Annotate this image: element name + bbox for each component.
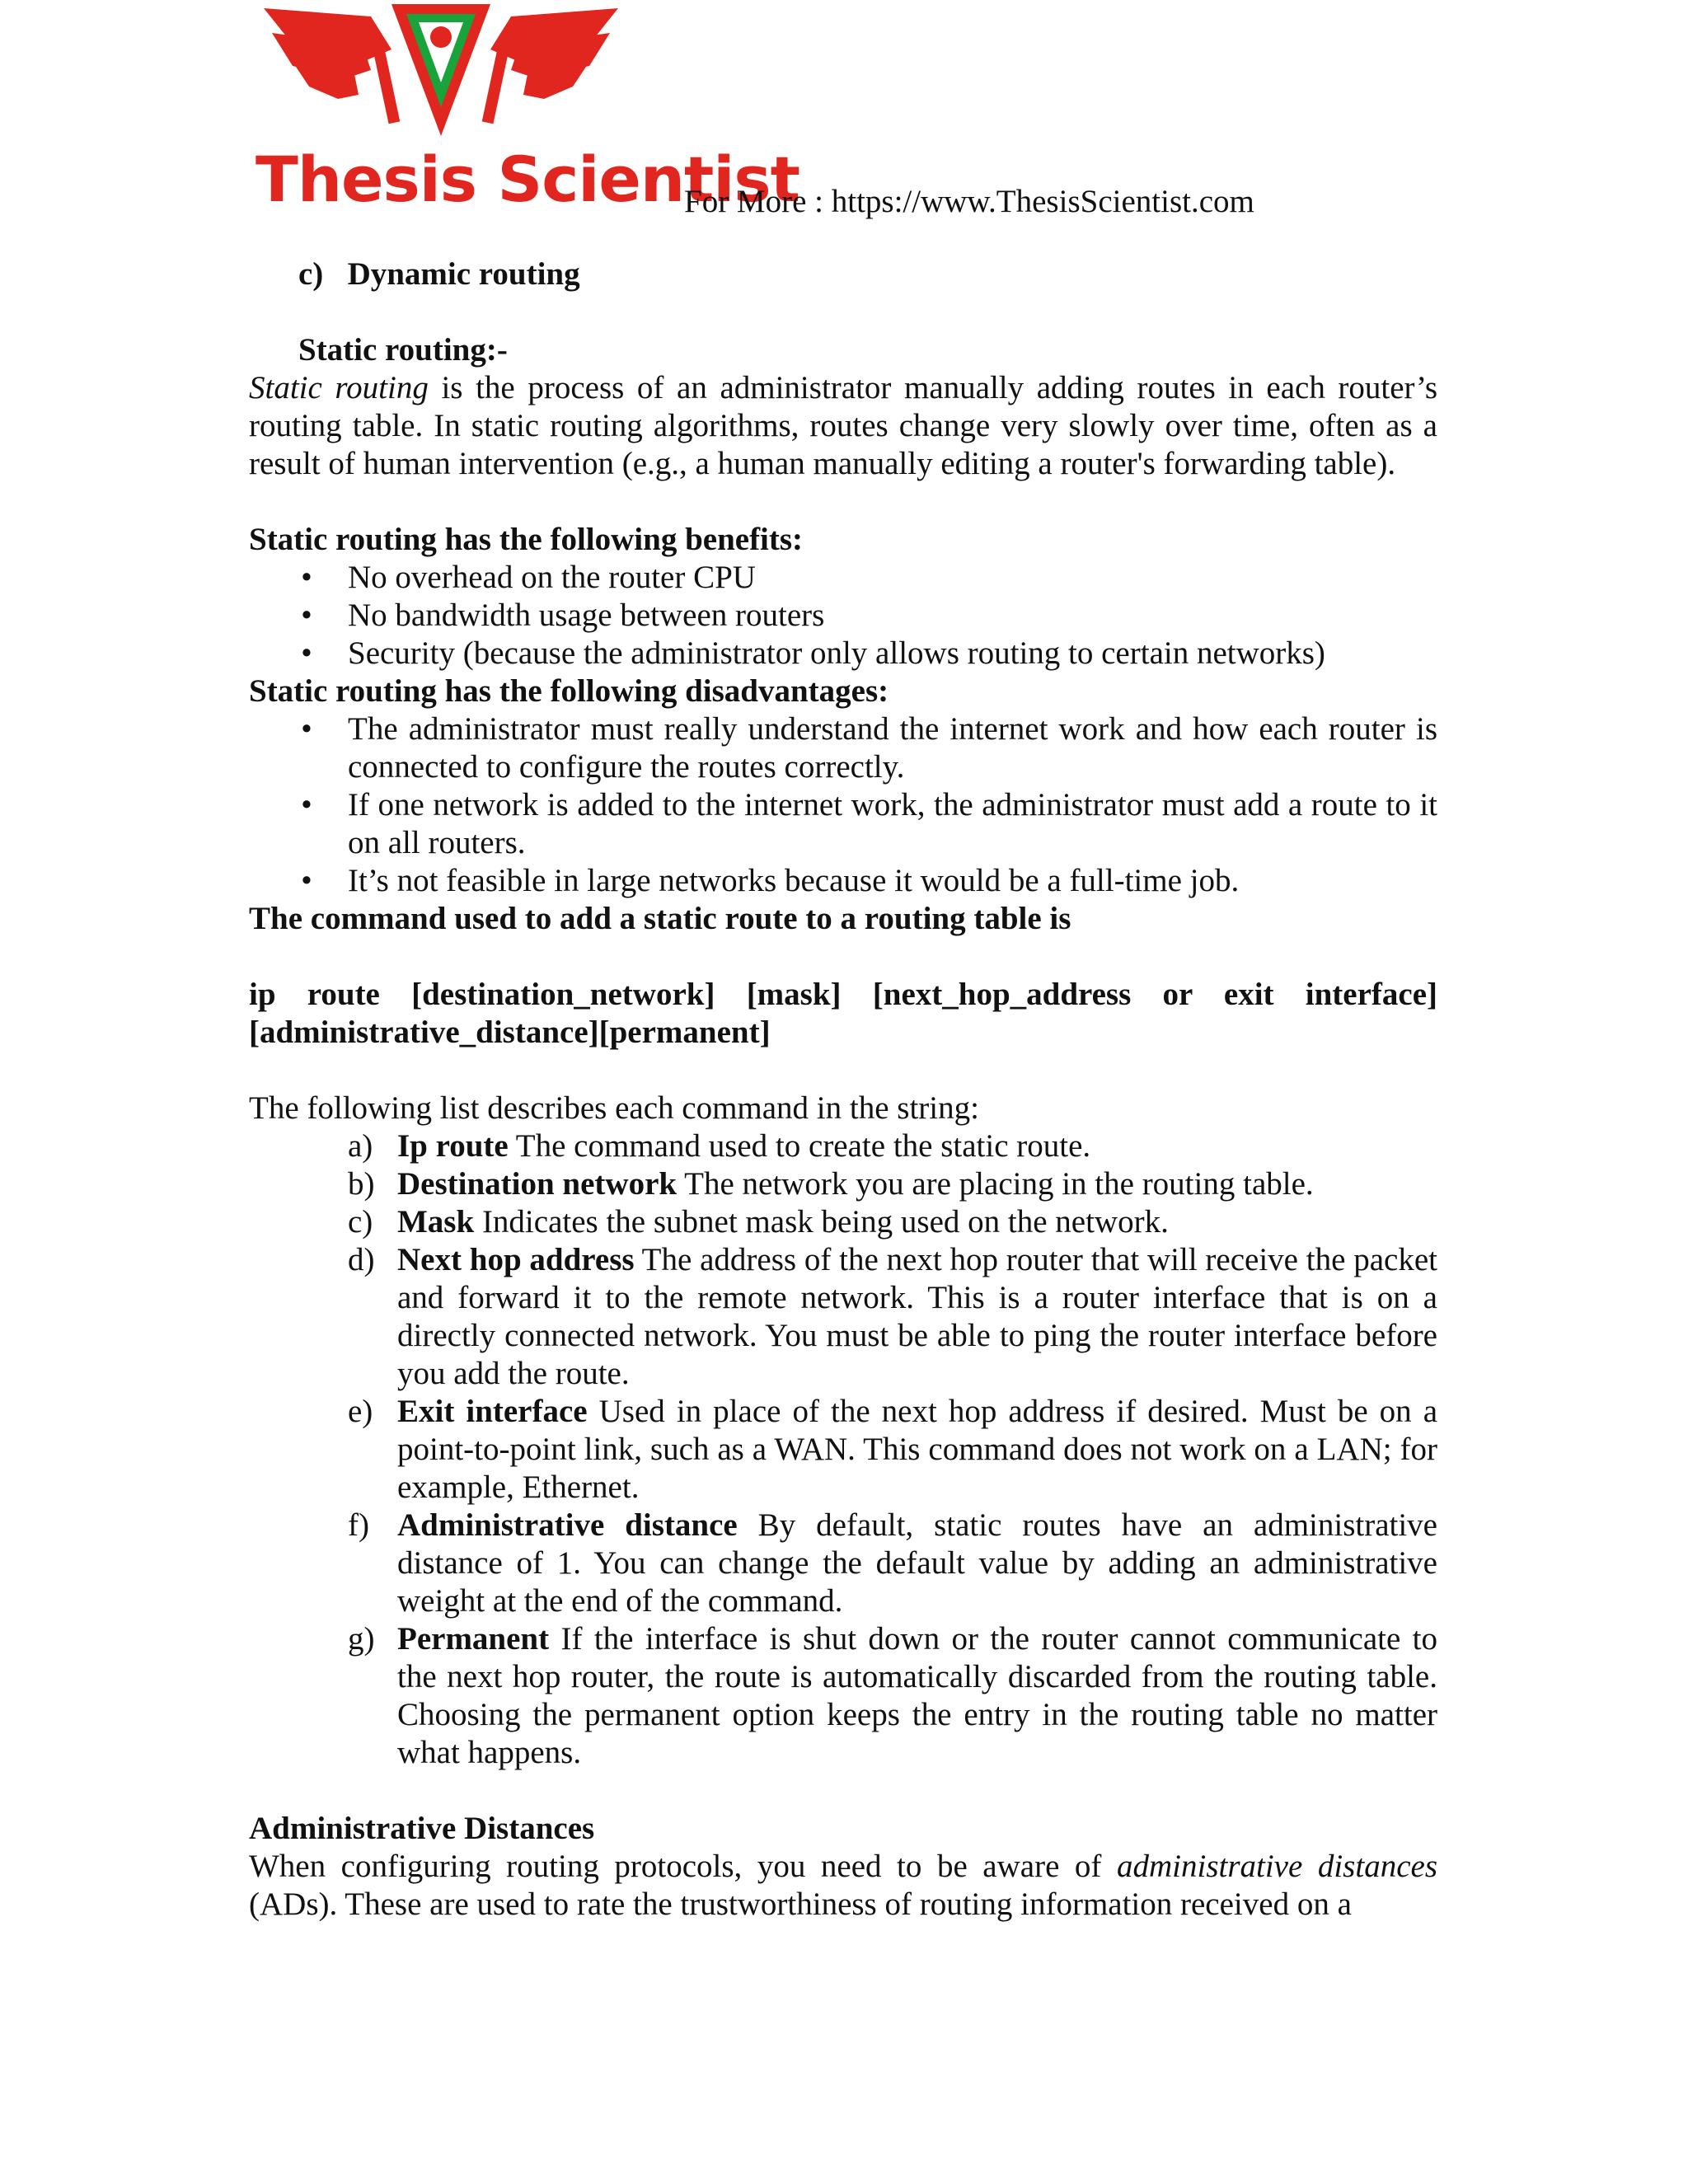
ad-text-before: When configuring routing protocols, you need to be aware of (249, 1849, 1117, 1884)
static-routing-term: Static routing (249, 370, 429, 405)
section-c-label: c) (298, 256, 324, 292)
item-label: a) (348, 1128, 373, 1164)
disadvantage-text: The administrator must really understand the internet work and how each router is connected to configure the routes correctly. (348, 711, 1437, 785)
bullet-icon: • (301, 560, 312, 595)
logo-text: Thesis Scientist (256, 143, 799, 216)
list-item (249, 710, 1437, 786)
static-routing-intro (249, 369, 1437, 483)
bullet-icon: • (301, 787, 312, 823)
disadvantage-text: It’s not feasible in large networks because it would be a full-time job. (348, 863, 1240, 898)
command-syntax-line2: [administrative_distance][permanent] (249, 1015, 771, 1050)
benefits-list (249, 559, 1437, 673)
command-heading: The command used to add a static route to a routing table is (249, 901, 1071, 936)
list-item (249, 635, 1437, 673)
item-label: b) (348, 1166, 375, 1202)
document-body (249, 255, 1437, 1924)
item-desc: Indicates the subnet mask being used on the network. (474, 1204, 1169, 1240)
command-list-intro: The following list describes each command in the string: (249, 1090, 979, 1126)
item-desc: If the interface is shut down or the router cannot communicate to the next hop router, the route is automatically discarded from the routing table. Choosing the permanent option keeps the entry in the routing table no matter what happens. (397, 1621, 1437, 1770)
benefit-text: Security (because the administrator only allows routing to certain networks) (348, 635, 1325, 671)
item-desc: Used in place of the next hop address if desired. Must be on a point-to-point link, such as a WAN. This command does not work on a LAN; for example, Ethernet. (397, 1394, 1437, 1505)
disadvantages-heading: Static routing has the following disadvantages: (249, 673, 889, 709)
list-item (249, 559, 1437, 597)
command-parts-list (249, 1127, 1437, 1772)
header-website-link[interactable]: For More : https://www.ThesisScientist.com (684, 184, 1254, 219)
list-item (249, 1393, 1437, 1507)
item-term: Ip route (397, 1128, 509, 1164)
list-item (249, 1241, 1437, 1393)
bullet-icon: • (301, 711, 312, 747)
item-term: Permanent (397, 1621, 550, 1657)
item-label: f) (348, 1507, 369, 1543)
disadvantage-text: If one network is added to the internet work, the administrator must add a route to it on all routers. (348, 787, 1437, 860)
item-term: Administrative distance (397, 1507, 738, 1543)
item-label: e) (348, 1394, 373, 1429)
list-item (249, 1127, 1437, 1165)
item-desc: The network you are placing in the routing table. (677, 1166, 1314, 1202)
item-term: Mask (397, 1204, 475, 1240)
item-desc: The command used to create the static route. (508, 1128, 1091, 1164)
section-c-heading (249, 255, 1437, 293)
item-term: Next hop address (397, 1242, 635, 1277)
disadvantages-list (249, 710, 1437, 900)
ad-text-italic: administrative distances (1116, 1849, 1437, 1884)
command-syntax-line1: ip route [destination_network] [mask] [next_hop_address or exit interface] (249, 977, 1437, 1012)
administrative-distances-heading: Administrative Distances (249, 1811, 595, 1846)
list-item (249, 862, 1437, 900)
static-routing-intro-text: is the process of an administrator manually adding routes in each router’s routing table. In static routing algorithms, routes change very slowly over time, often as a result of human intervention (e.g., a human manually editing a router's forwarding table). (249, 370, 1438, 481)
list-item (249, 1203, 1437, 1241)
item-label: g) (348, 1621, 375, 1657)
benefit-text: No bandwidth usage between routers (348, 598, 825, 633)
list-item (249, 1165, 1437, 1203)
logo-emblem-icon (247, 0, 635, 148)
thesis-scientist-logo (247, 0, 799, 231)
section-c-title: Dynamic routing (347, 256, 580, 292)
benefit-text: No overhead on the router CPU (348, 560, 756, 595)
item-term: Destination network (397, 1166, 678, 1202)
bullet-icon: • (301, 635, 312, 671)
item-label: c) (348, 1204, 373, 1240)
ad-text-after: (ADs). These are used to rate the trustworthiness of routing information received on a (249, 1886, 1352, 1922)
administrative-distances-text (249, 1848, 1437, 1924)
item-term: Exit interface (397, 1394, 588, 1429)
static-routing-heading: Static routing:- (298, 332, 508, 368)
list-item (249, 1620, 1437, 1772)
item-desc: The address of the next hop router that will receive the packet and forward it to the remote network. This is a router interface that is on a directly connected network. You must be able to ping the router interface before you add the route. (397, 1242, 1437, 1391)
list-item (249, 597, 1437, 635)
item-label: d) (348, 1242, 375, 1277)
benefits-heading: Static routing has the following benefits: (249, 522, 804, 557)
list-item (249, 1507, 1437, 1620)
bullet-icon: • (301, 863, 312, 898)
list-item (249, 786, 1437, 862)
item-desc: By default, static routes have an administrative distance of 1. You can change the default value by adding an administrative weight at the end of the command. (397, 1507, 1437, 1619)
bullet-icon: • (301, 598, 312, 633)
